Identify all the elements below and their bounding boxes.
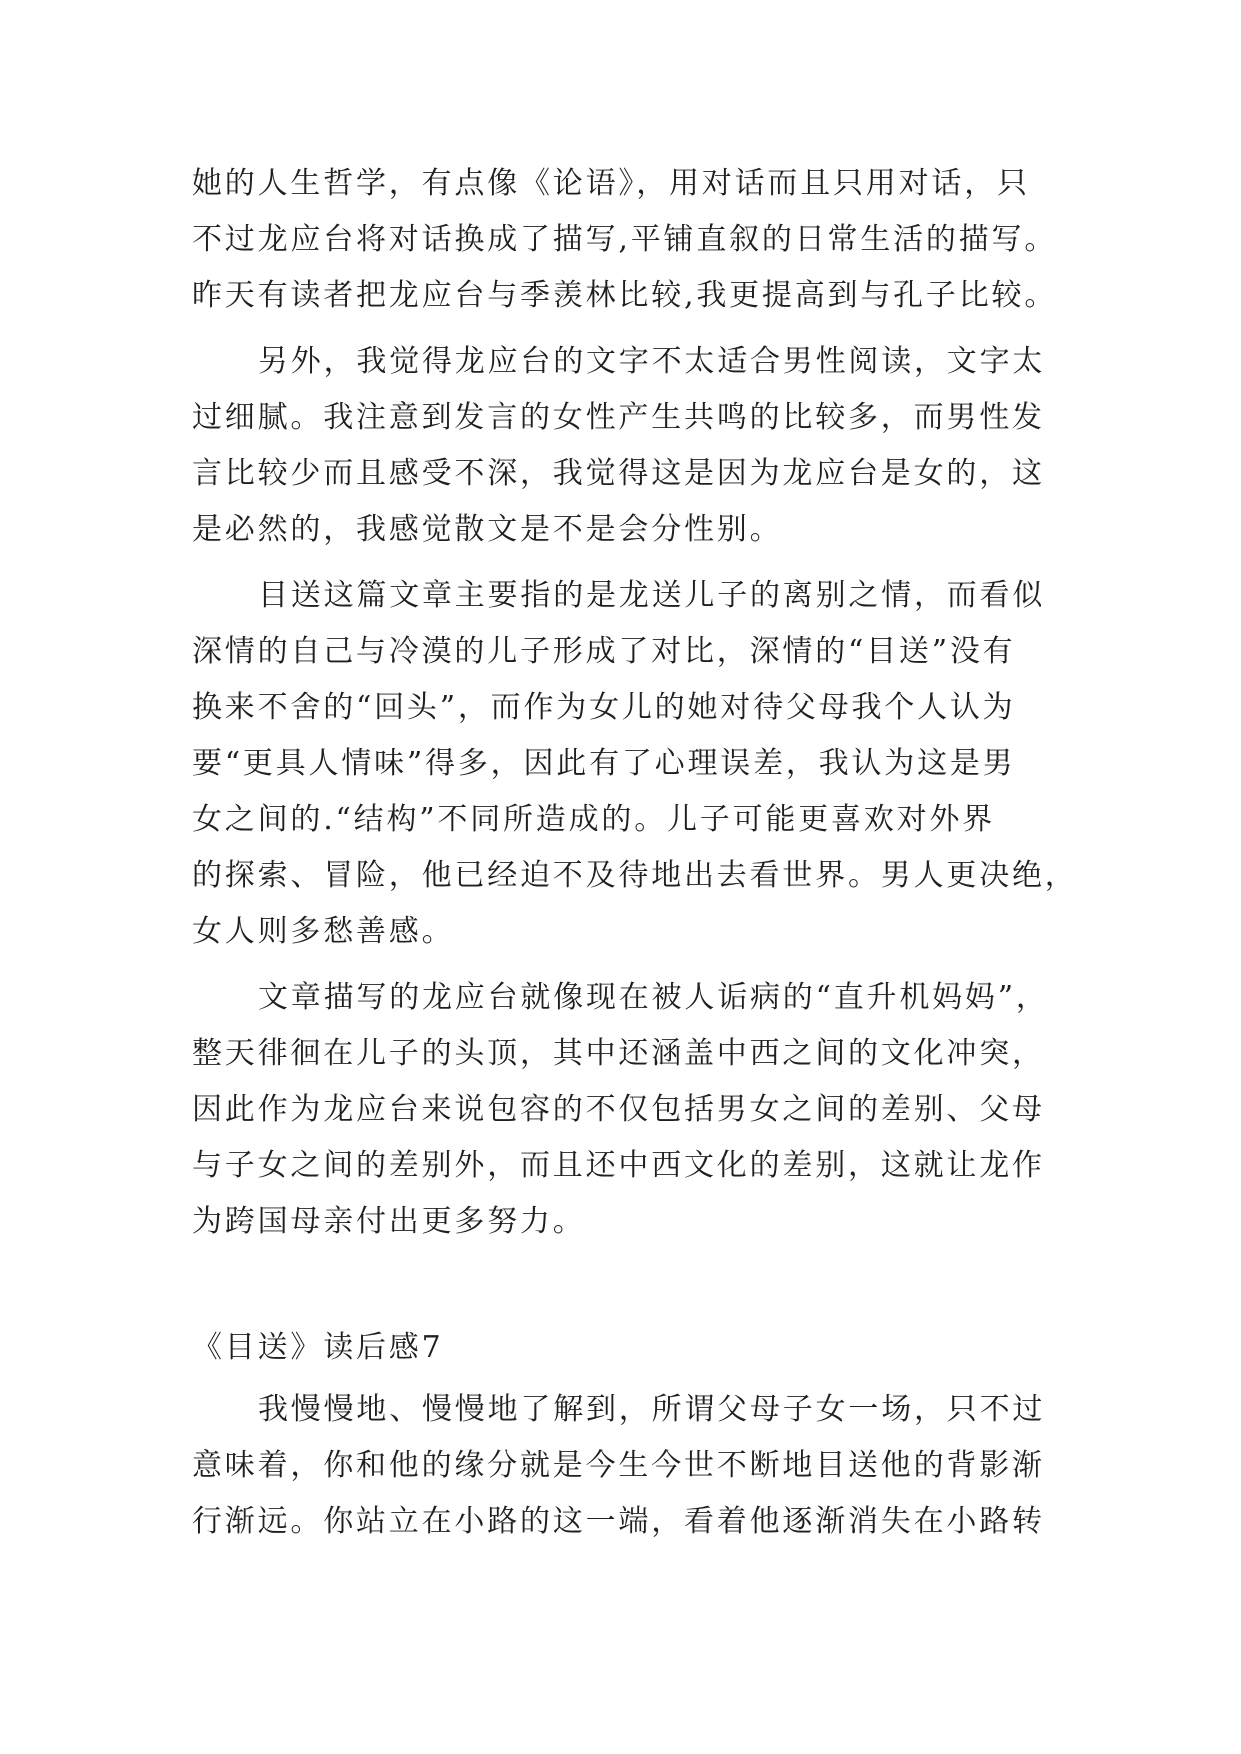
text-line: 过细腻。我注意到发言的女性产生共鸣的比较多，而男性发 (192, 400, 1045, 435)
paragraph (192, 568, 1152, 960)
text-line: 文章描写的龙应台就像现在被人诟病的“直升机妈妈”， (258, 980, 1049, 1015)
text-line: 行渐远。你站立在小路的这一端，看着他逐渐消失在小路转 (192, 1504, 1045, 1539)
paragraph (192, 334, 1152, 558)
text-line: 的探索、冒险，他已经迫不及待地出去看世界。男人更决绝， (192, 858, 1078, 893)
text-line: 深情的自己与冷漠的儿子形成了对比，深情的“目送”没有 (192, 634, 1016, 669)
text-line: 要“更具人情味”得多，因此有了心理误差，我认为这是男 (192, 746, 1016, 781)
section-heading: 《目送》读后感7 (192, 1330, 444, 1365)
text-line: 因此作为龙应台来说包容的不仅包括男女之间的差别、父母 (192, 1092, 1045, 1127)
text-line: 她的人生哲学，有点像《论语》，用对话而且只用对话，只 (192, 166, 1030, 201)
text-line: 与子女之间的差别外，而且还中西文化的差别，这就让龙作 (192, 1148, 1045, 1183)
text-line: 换来不舍的“回头”，而作为女儿的她对待父母我个人认为 (192, 690, 1016, 725)
text-line: 为跨国母亲付出更多努力。 (192, 1204, 586, 1239)
paragraph (192, 1382, 1152, 1550)
text-line: 是必然的，我感觉散文是不是会分性别。 (192, 512, 783, 547)
text-line: 昨天有读者把龙应台与季羡林比较,我更提高到与孔子比较。 (192, 278, 1058, 313)
text-line: 言比较少而且感受不深，我觉得这是因为龙应台是女的，这 (192, 456, 1045, 491)
text-line: 女人则多愁善感。 (192, 914, 455, 949)
text-line: 我慢慢地、慢慢地了解到，所谓父母子女一场，只不过 (258, 1392, 1046, 1427)
document-body (192, 156, 1152, 1550)
text-line: 另外，我觉得龙应台的文字不太适合男性阅读，文字太 (258, 344, 1046, 379)
text-line: 整天徘徊在儿子的头顶，其中还涵盖中西之间的文化冲突， (192, 1036, 1045, 1071)
text-line: 女之间的.“结构”不同所造成的。儿子可能更喜欢对外界 (192, 802, 996, 837)
text-line: 不过龙应台将对话换成了描写,平铺直叙的日常生活的描写。 (192, 222, 1058, 257)
paragraph (192, 156, 1152, 324)
paragraph (192, 970, 1152, 1250)
text-line: 目送这篇文章主要指的是龙送儿子的离别之情，而看似 (258, 578, 1046, 613)
text-line: 意味着，你和他的缘分就是今生今世不断地目送他的背影渐 (192, 1448, 1045, 1483)
